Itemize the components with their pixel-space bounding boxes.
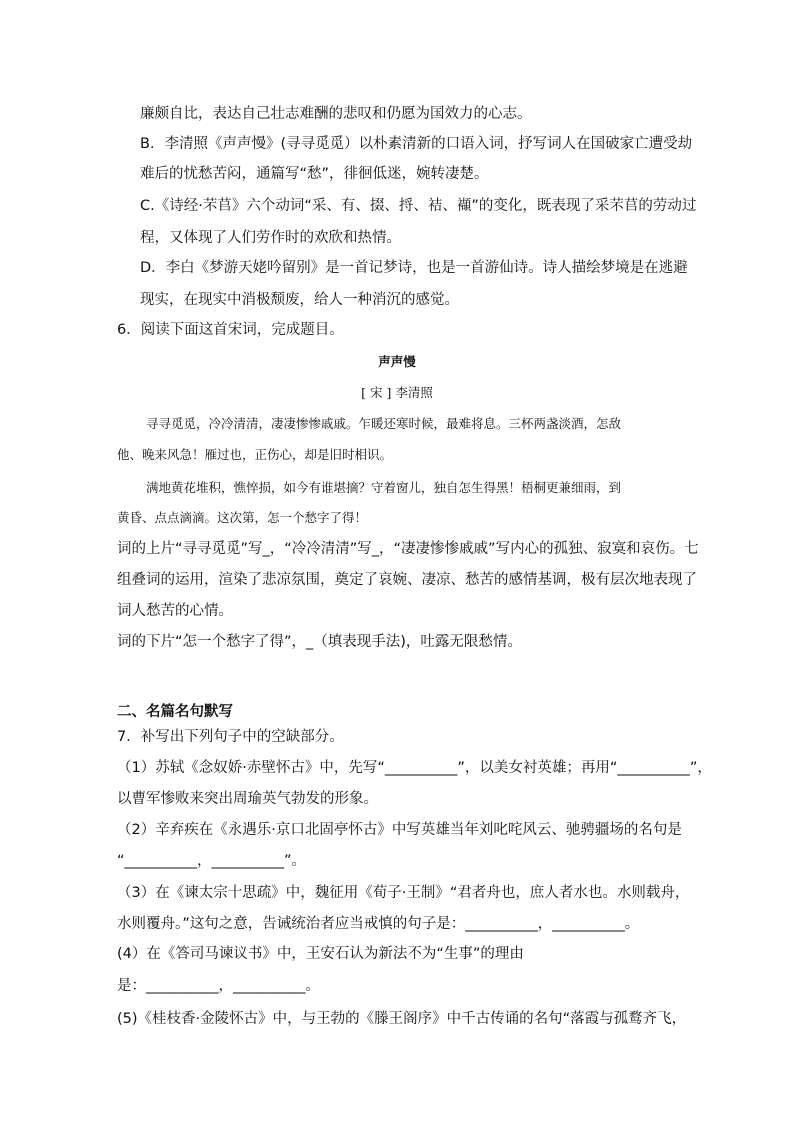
poem-stanza2-line1: 满地黄花堆积，憔悴损，如今有谁堪摘？守着窗儿，独自怎生得黑！梧桐更兼细雨，到	[146, 480, 622, 495]
question-7-2-line1: （2）辛弃疾在《永遇乐·京口北固亭怀古》中写英雄当年刘叱咤风云、驰骋疆场的名句是	[117, 822, 682, 838]
option-c-line2: 程，又体现了人们劳作时的欢欣和热情。	[140, 230, 401, 246]
poem-stanza1-line1: 寻寻觅觅，冷冷清清，凄凄惨惨戚戚。乍暖还寒时候，最难将息。三杯两盏淡酒，怎敌	[146, 416, 622, 431]
option-c-line1: C.《诗经·芣苢》六个动词“采、有、掇、捋、袺、襭”的变化，既表现了采芣苢的劳动过	[140, 198, 697, 214]
option-d-line1: D．李白《梦游天姥吟留别》是一首记梦诗，也是一首游仙诗。诗人描绘梦境是在逃避	[140, 260, 688, 276]
question-7-2-line2: “__________，__________”。	[117, 853, 307, 869]
option-a-continuation: 廉颇自比，表达自己壮志难酬的悲叹和仍愿为国效力的心志。	[140, 106, 532, 122]
question-7-4-line2: 是：__________，__________。	[117, 978, 320, 994]
question-7-prompt: 7．补写出下列句子中的空缺部分。	[117, 729, 344, 745]
question-6-text-line1: 词的上片“寻寻觅觅”写_，“冷冷清清”写_，“凄凄惨惨戚戚”写内心的孤独、寂寞和哀伤。七	[117, 541, 699, 557]
poem-title: 声声慢	[378, 354, 416, 369]
question-6-text-line3: 词人愁苦的心情。	[117, 603, 233, 619]
section-2-heading: 二、名篇名句默写	[117, 704, 233, 720]
question-6-prompt: 6．阅读下面这首宋词，完成题目。	[117, 322, 344, 338]
question-7-5-line1: (5)《桂枝香·金陵怀古》中，与王勃的《滕王阁序》中千古传诵的名句“落霞与孤鹜齐飞，	[117, 1011, 687, 1027]
question-7-1-line1: （1）苏轼《念奴娇·赤壁怀古》中，先写“__________”，以美女衬英雄；再用“__________”，	[117, 760, 712, 776]
option-d-line2: 现实，在现实中消极颓废，给人一种消沉的感觉。	[140, 292, 459, 308]
question-7-4-line1: (4）在《答司马谏议书》中，王安石认为新法不为“生事”的理由	[117, 946, 524, 962]
poem-stanza1-line2: 他、晚来风急！雁过也，正伤心，却是旧时相识。	[117, 447, 393, 462]
option-b-line2: 难后的忧愁苦闷，通篇写“愁”，徘徊低迷，婉转凄楚。	[140, 166, 489, 182]
question-7-1-line2: 以曹军惨败来突出周瑜英气勃发的形象。	[117, 791, 378, 807]
question-7-3-line2: 水则覆舟。”这句之意，告诫统治者应当戒慎的句子是：__________，__________。	[117, 916, 640, 932]
option-b-line1: B．李清照《声声慢》(寻寻觅觅）以朴素清新的口语入词，抒写词人在国破家亡遭受劫	[140, 136, 693, 152]
poem-author: [ 宋 ] 李清照	[361, 385, 433, 400]
question-6-text-line4: 词的下片“怎一个愁字了得”，_（填表现手法)，吐露无限愁情。	[117, 634, 522, 650]
poem-stanza2-line2: 黄昏、点点滴滴。这次第，怎一个愁字了得！	[117, 510, 368, 525]
question-6-text-line2: 组叠词的运用，渲染了悲凉氛围，奠定了哀婉、凄凉、愁苦的感情基调，极有层次地表现了	[117, 572, 697, 588]
question-7-3-line1: （3）在《谏太宗十思疏》中，魏征用《荀子·王制》“君者舟也，庶人者水也。水则载舟，	[117, 885, 690, 901]
